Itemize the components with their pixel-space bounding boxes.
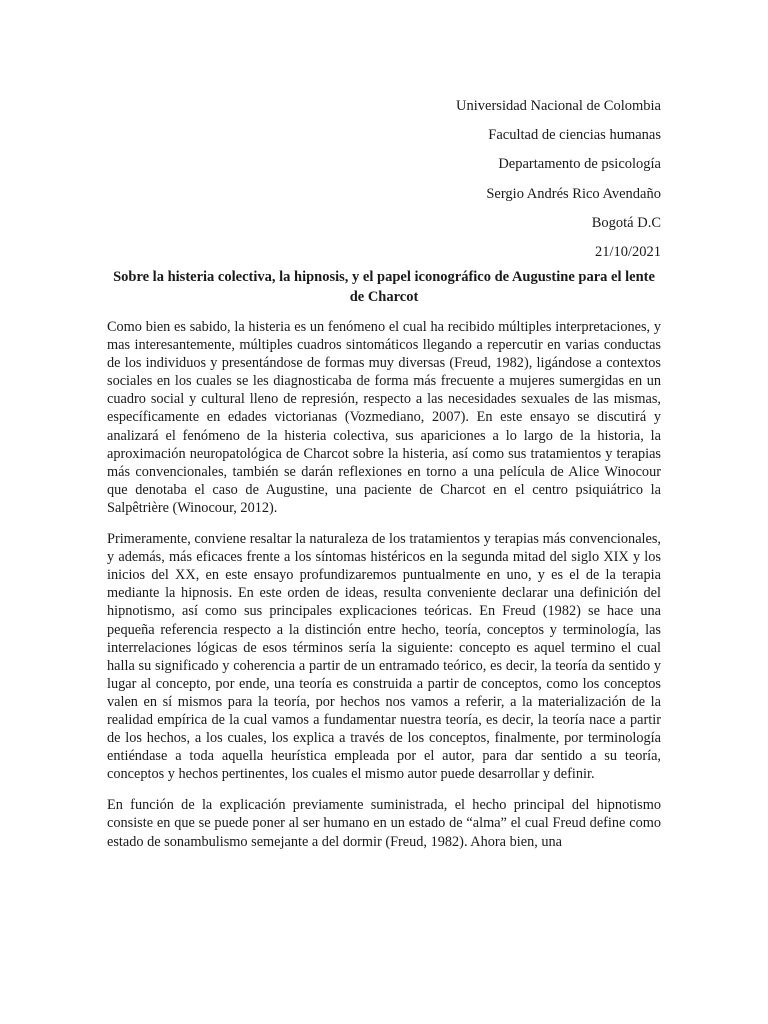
university-line: Universidad Nacional de Colombia xyxy=(456,98,661,114)
document-header xyxy=(456,92,661,267)
author-line: Sergio Andrés Rico Avendaño xyxy=(486,185,661,202)
date-line: 21/10/2021 xyxy=(594,244,661,261)
paragraph-2: Primeramente, conviene resaltar la naturaleza de los tratamientos y terapias más convencionales, y además, más eficaces frente a los síntomas histéricos en la segunda mitad del siglo XIX y los inicios del XX, en este ensayo profundizaremos puntualmente en uno, y es el de la terapia mediante la hipnosis. En este orden de ideas, resulta conveniente declarar una definición del hipnotismo, así como sus principales explicaciones teóricas. En Freud (1982) se hace una pequeña referencia respecto a la distinción entre hecho, teoría, conceptos y terminología, las interrelaciones lógicas de esos términos sería la siguiente: concepto es aquel termino el cual halla su significado y coherencia a partir de un entramado teórico, es decir, la teoría da sentido y lugar al concepto, por ende, una teoría es construida a partir de conceptos, como los conceptos valen en sí mismos para la teoría, por hechos nos vamos a referir, a la materialización de la realidad empírica de la cual vamos a fundamentar nuestra teoría, es decir, la teoría nace a partir de los hechos, a los cuales, los explica a través de los conceptos, finalmente, por terminología entiéndase a toda aquella heurística empleada por el autor, para dar sentido a su teoría, conceptos y hechos pertinentes, los cuales el mismo autor puede desarrollar y definir. xyxy=(107,531,661,783)
document-title: Sobre la histeria colectiva, la hipnosis, y el papel iconográfico de Augustine para el lente de Charcot xyxy=(113,269,655,305)
document-body xyxy=(107,318,661,864)
paragraph-1: Como bien es sabido, la histeria es un fenómeno el cual ha recibido múltiples interpretaciones, y mas interesantemente, múltiples cuadros sintomáticos llegando a repercutir en varias conductas de los individuos y presentándose de formas muy diversas (Freud, 1982), ligándose a contextos sociales en los cuales se les diagnosticaba de forma más frecuente a mujeres sumergidas en un cuadro social y cultural lleno de represión, respecto a las necesidades sexuales de las mismas, específicamente en edades victorianas (Vozmediano, 2007). En este ensayo se discutirá y analizará el fenómeno de la histeria colectiva, sus apariciones a lo largo de la historia, la aproximación neuropatológica de Charcot sobre la histeria, así como sus tratamientos y terapias más convencionales, también se darán reflexiones en torno a una película de Alice Winocour que denotaba el caso de Augustine, una paciente de Charcot en el centro psiquiátrico la Salpêtrière (Winocour, 2012). xyxy=(107,319,661,516)
city-line: Bogotá D.C xyxy=(591,214,661,231)
paragraph-3: En función de la explicación previamente suministrada, el hecho principal del hipnotismo consiste en que se puede poner al ser humano en un estado de “alma” el cual Freud define como estado de sonambulismo semejante a del dormir (Freud, 1982). Ahora bien, una xyxy=(107,797,661,850)
department-line: Departamento de psicología xyxy=(498,156,661,173)
faculty-line: Facultad de ciencias humanas xyxy=(488,127,661,144)
